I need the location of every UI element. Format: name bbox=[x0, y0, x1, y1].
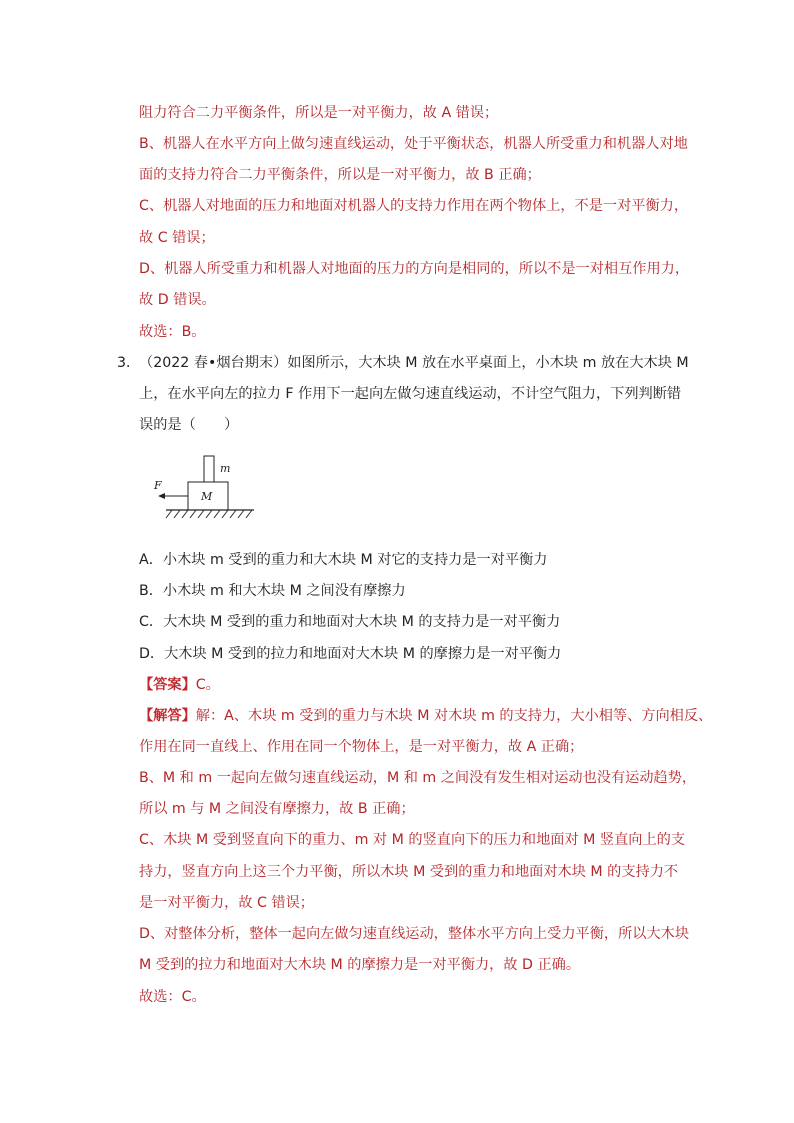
question-stem-line-2: 上，在水平向左的拉力 F 作用下一起向左做匀速直线运动，不计空气阻力，下列判断错 bbox=[139, 386, 682, 402]
prev-solution-line-3: 面的支持力符合二力平衡条件，所以是一对平衡力，故 B 正确； bbox=[139, 167, 541, 183]
option-a: A．小木块 m 受到的重力和大木块 M 对它的支持力是一对平衡力 bbox=[139, 552, 548, 568]
analysis-line-3: B、M 和 m 一起向左做匀速直线运动，M 和 m 之间没有发生相对运动也没有运动趋势， bbox=[139, 770, 697, 786]
prev-solution-line-1: 阻力符合二力平衡条件，所以是一对平衡力，故 A 错误； bbox=[139, 105, 499, 121]
option-d: D．大木块 M 受到的拉力和地面对大木块 M 的摩擦力是一对平衡力 bbox=[139, 646, 562, 662]
question-number: 3． bbox=[117, 355, 141, 371]
analysis-line-4: 所以 m 与 M 之间没有摩擦力，故 B 正确； bbox=[139, 801, 415, 817]
question-choice: 故选：C。 bbox=[139, 989, 206, 1005]
prev-solution-line-7: 故 D 错误。 bbox=[139, 292, 216, 308]
prev-solution-line-2: B、机器人在水平方向上做匀速直线运动，处于平衡状态，机器人所受重力和机器人对地 bbox=[139, 136, 688, 152]
prev-solution-line-4: C、机器人对地面的压力和地面对机器人的支持力作用在两个物体上，不是一对平衡力， bbox=[139, 198, 689, 214]
block-force-diagram bbox=[150, 452, 260, 528]
prev-solution-line-5: 故 C 错误； bbox=[139, 230, 215, 246]
force-arrow-head bbox=[158, 493, 165, 499]
prev-solution-line-6: D、机器人所受重力和机器人对地面的压力的方向是相同的，所以不是一对相互作用力， bbox=[139, 261, 690, 277]
analysis-line-7: 是一对平衡力，故 C 错误； bbox=[139, 895, 314, 911]
question-stem-line-1: （2022 春•烟台期末）如图所示，大木块 M 放在水平桌面上，小木块 m 放在大木块 M bbox=[139, 355, 689, 371]
answer-value: C。 bbox=[195, 677, 220, 693]
analysis-line-9: M 受到的拉力和地面对大木块 M 的摩擦力是一对平衡力，故 D 正确。 bbox=[139, 957, 581, 973]
answer-label: 【答案】 bbox=[139, 677, 196, 693]
analysis-line-6: 持力，竖直方向上这三个力平衡，所以木块 M 受到的重力和地面对木块 M 的支持力不 bbox=[139, 864, 679, 880]
analysis-line-2: 作用在同一直线上、作用在同一个物体上，是一对平衡力，故 A 正确； bbox=[139, 739, 584, 755]
force-label: F bbox=[154, 479, 162, 492]
big-block-label: M bbox=[201, 490, 213, 503]
question-stem-line-3: 误的是（ ） bbox=[139, 417, 239, 433]
prev-solution-choice: 故选：B。 bbox=[139, 324, 206, 340]
analysis-line-5: C、木块 M 受到竖直向下的重力、m 对 M 的竖直向下的压力和地面对 M 竖直向上的支 bbox=[139, 832, 686, 848]
option-c: C．大木块 M 受到的重力和地面对大木块 M 的支持力是一对平衡力 bbox=[139, 614, 561, 630]
small-block bbox=[204, 456, 214, 482]
analysis-line-8: D、对整体分析，整体一起向左做匀速直线运动，整体水平方向上受力平衡，所以大木块 bbox=[139, 926, 690, 942]
answer-line bbox=[139, 675, 220, 695]
small-block-label: m bbox=[220, 462, 231, 475]
ground-hatching bbox=[166, 510, 252, 518]
analysis-label: 【解答】 bbox=[139, 708, 196, 724]
option-b: B．小木块 m 和大木块 M 之间没有摩擦力 bbox=[139, 583, 406, 599]
analysis-text-1: 解：A、木块 m 受到的重力与木块 M 对木块 m 的支持力，大小相等、方向相反、 bbox=[195, 708, 713, 724]
analysis-line-1 bbox=[139, 706, 712, 726]
